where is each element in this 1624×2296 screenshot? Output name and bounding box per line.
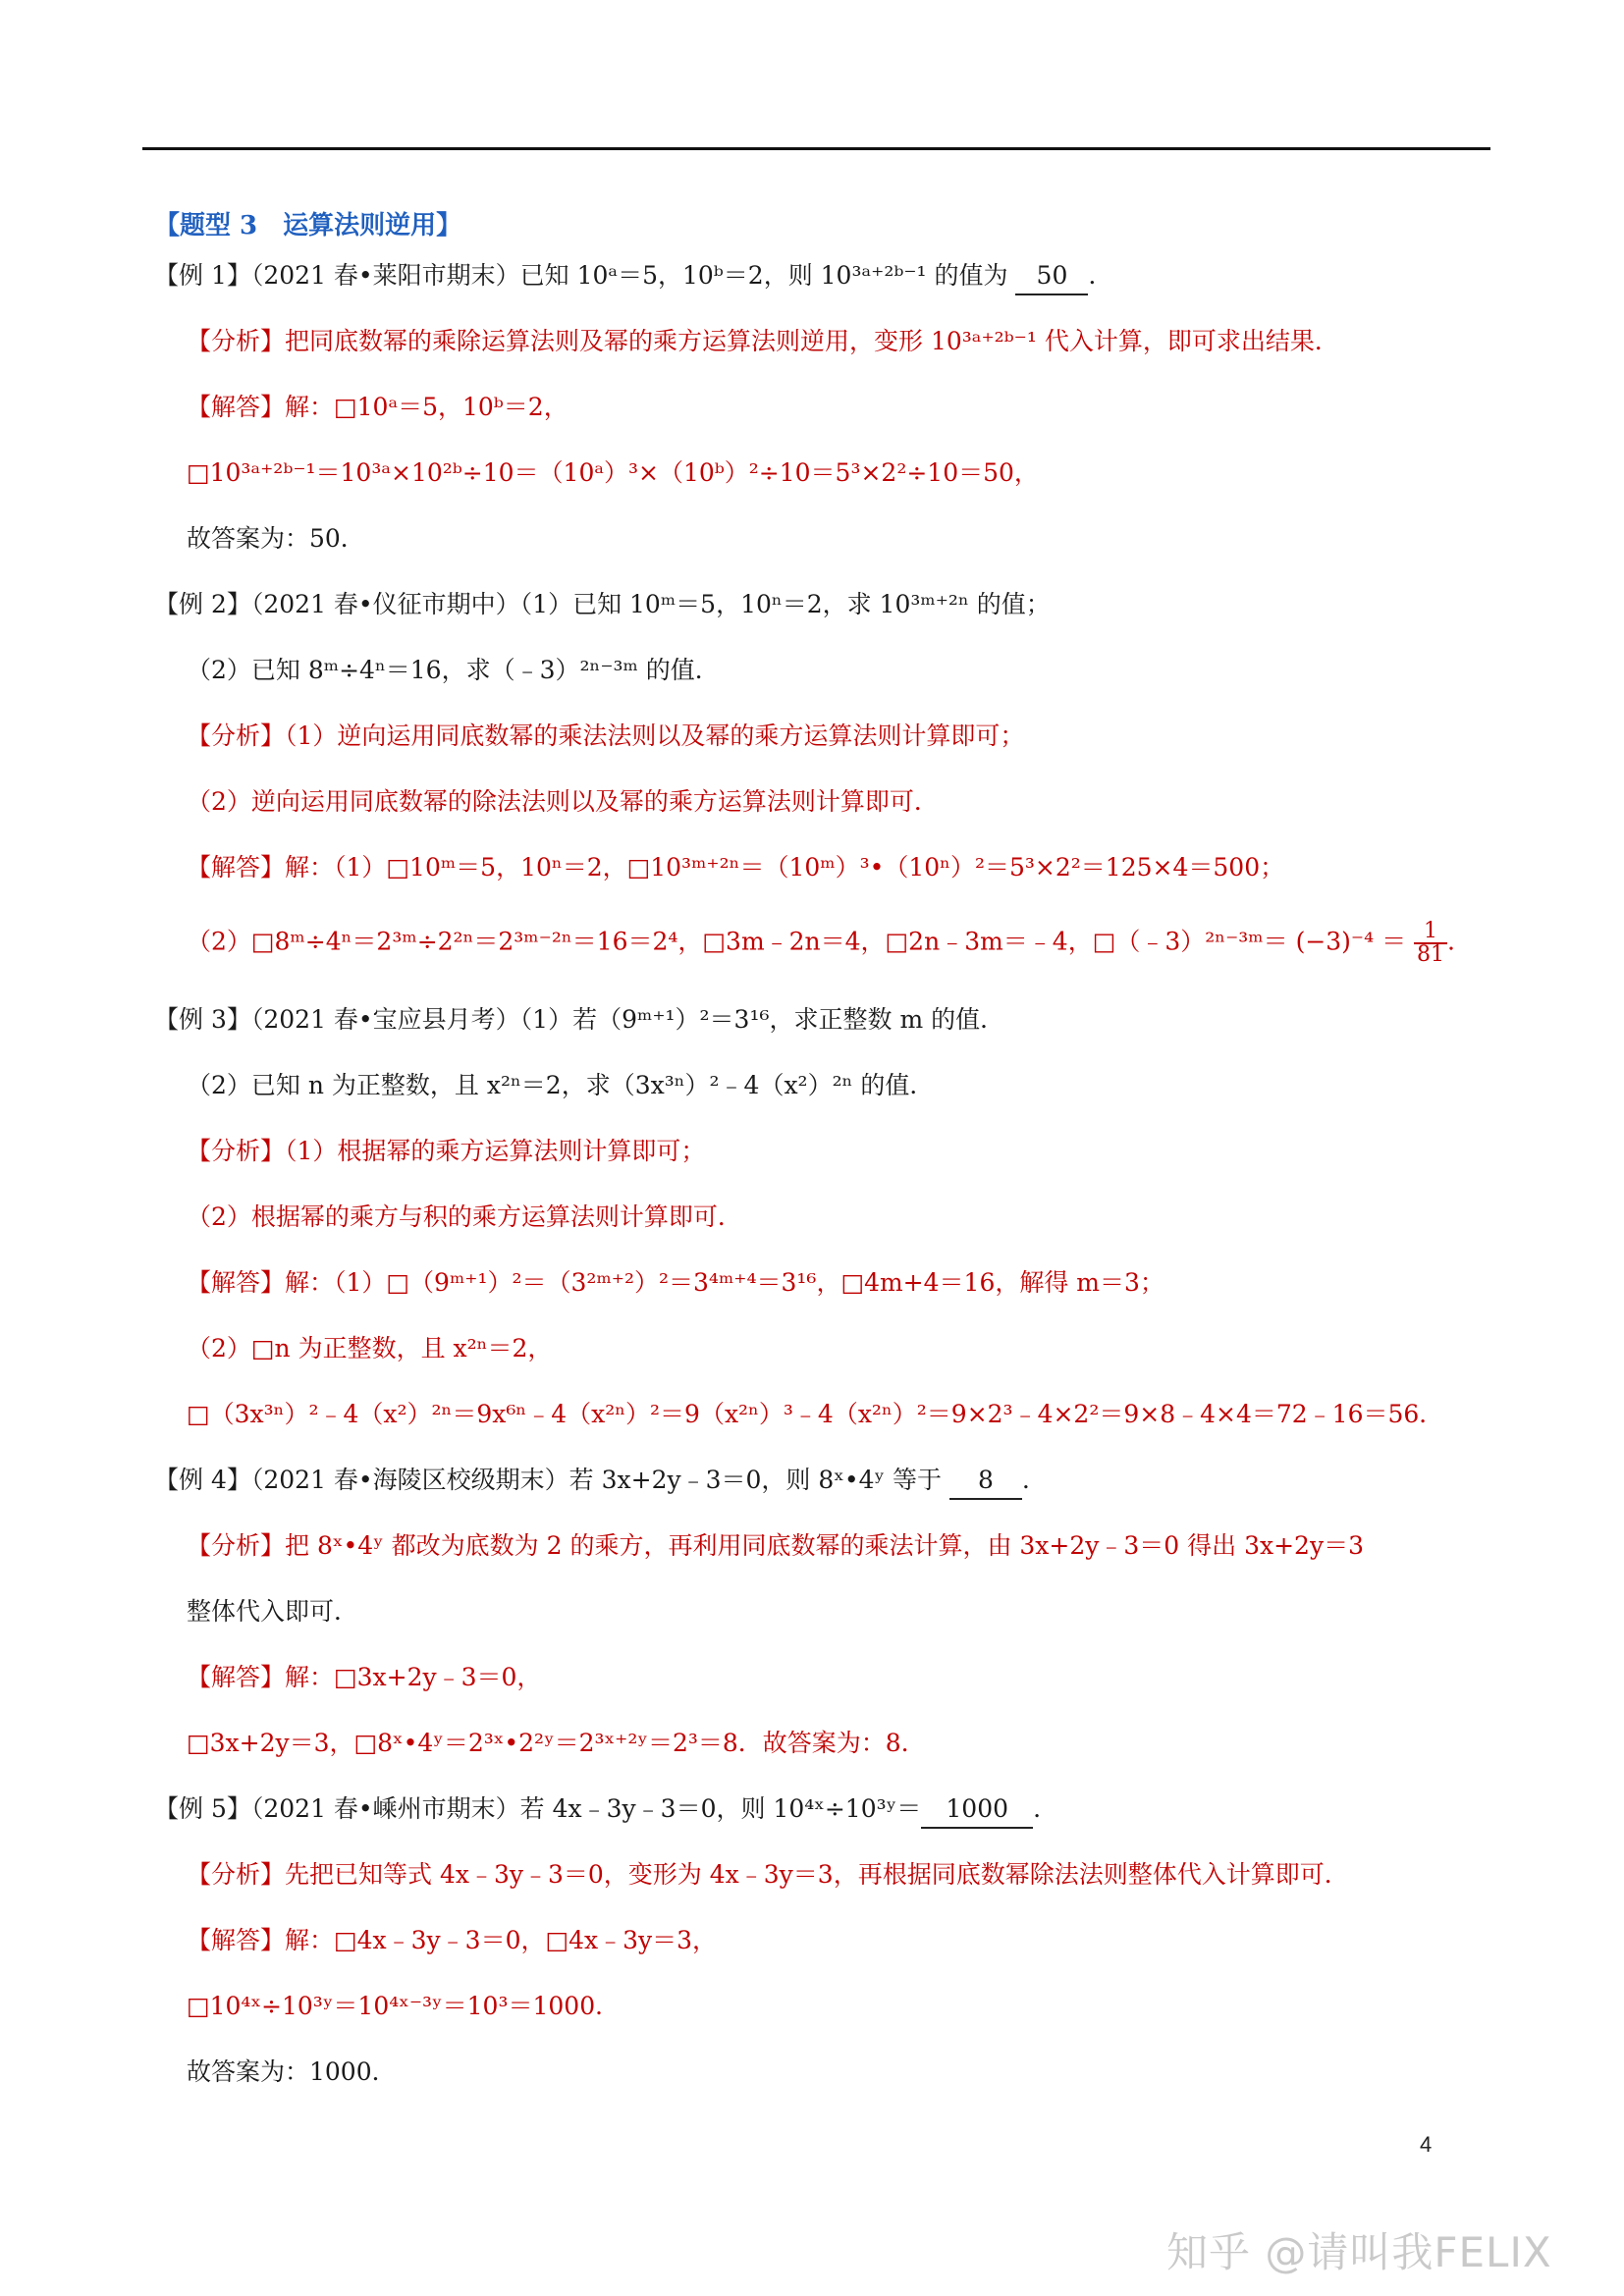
example-5-solution (187, 1923, 717, 1958)
line-text: 解：（1）□10ᵐ＝5，10ⁿ＝2，□10³ᵐ⁺²ⁿ＝（10ᵐ）³•（10ⁿ）²＝5³×2²＝125×4＝500； (285, 853, 1285, 881)
line-tag: 【例 1】 (154, 261, 251, 290)
example-3-question-part-2 (187, 1068, 934, 1103)
example-4-solution-step (187, 1726, 926, 1761)
line-text: （2021 春•宝应县月考）（1）若（9ᵐ⁺¹）²＝3¹⁶，求正整数 m 的值． (250, 1005, 1005, 1034)
line-text: （2）已知 n 为正整数，且 x²ⁿ＝2，求（3x³ⁿ）²﹣4（x²）²ⁿ 的值． (187, 1071, 935, 1099)
line-text: （2021 春•海陵区校级期末）若 3x+2y﹣3＝0，则 8ˣ•4ʸ 等于 (250, 1466, 949, 1494)
line-text: （2）已知 8ᵐ÷4ⁿ＝16，求（﹣3）²ⁿ⁻³ᵐ 的值． (187, 656, 720, 684)
line-text: （1）逆向运用同底数幂的乘法法则以及幂的乘方运算法则计算即可； (285, 721, 1025, 750)
line-text: （2021 春•嵊州市期末）若 4x﹣3y﹣3＝0，则 10⁴ˣ÷10³ʸ＝ (250, 1794, 922, 1823)
example-5-analysis (187, 1857, 1349, 1893)
example-1-solution-step (187, 455, 1039, 491)
line-tag: 【分析】 (187, 1860, 286, 1889)
line-text: （2021 春•仪征市期中）（1）已知 10ᵐ＝5，10ⁿ＝2，求 10³ᵐ⁺²ⁿ 的值； (250, 590, 1051, 618)
line-tag: 【例 3】 (154, 1005, 251, 1034)
example-5-answer (187, 2055, 397, 2090)
example-3-analysis (187, 1134, 705, 1169)
example-4-solution (187, 1660, 541, 1695)
header-rule (142, 147, 1490, 150)
line-text: 先把已知等式 4x﹣3y﹣3＝0，变形为 4x﹣3y＝3，再根据同底数幂除法法则整体代入计算即可． (285, 1860, 1349, 1889)
line-text: （2）□n 为正整数，且 x²ⁿ＝2， (187, 1334, 553, 1362)
line-text: 把同底数幂的乘除运算法则及幂的乘方运算法则逆用，变形 10³ᵃ⁺²ᵇ⁻¹ 代入计算，即可求出结果． (285, 327, 1339, 355)
line-text: 故答案为：50． (187, 524, 365, 553)
line-text: （2）根据幂的乘方与积的乘方运算法则计算即可． (187, 1202, 742, 1231)
example-4-analysis-cont (187, 1594, 358, 1629)
example-3-solution (187, 1265, 1164, 1301)
line-text: □（3x³ⁿ）²﹣4（x²）²ⁿ＝9x⁶ⁿ﹣4（x²ⁿ）²＝9（x²ⁿ）³﹣4（x²ⁿ）²＝9×2³﹣4×2²＝9×8﹣4×4＝72﹣16＝56． (187, 1400, 1444, 1428)
line-text: 解：□10ᵃ＝5，10ᵇ＝2， (285, 393, 568, 421)
line-tag: 【解答】 (187, 1663, 286, 1691)
answer-blank: 1000 (921, 1791, 1033, 1829)
example-5-question: 【例 5】（2021 春•嵊州市期末）若 4x﹣3y﹣3＝0，则 10⁴ˣ÷10³ʸ＝ 1000 ． (154, 1791, 1057, 1829)
line-tag: 【解答】 (187, 1926, 286, 1954)
example-2-solution-part-2: （2）□8ᵐ÷4ⁿ＝2³ᵐ÷2²ⁿ＝2³ᵐ⁻²ⁿ＝16＝2⁴，□3m﹣2n＝4，□2n﹣3m＝﹣4，□（﹣3）²ⁿ⁻³ᵐ＝ (−3)⁻⁴ ＝ $\frac{1}{81}$ . (187, 919, 1455, 967)
line-text: 解：□4x﹣3y﹣3＝0，□4x﹣3y＝3， (285, 1926, 718, 1954)
example-1-question: 【例 1】（2021 春•莱阳市期末）已知 10ᵃ＝5，10ᵇ＝2，则 10³ᵃ⁺²ᵇ⁻¹ 的值为 50 ． (154, 258, 1112, 295)
line-tag: 【例 2】 (154, 590, 251, 618)
line-text: □10³ᵃ⁺²ᵇ⁻¹＝10³ᵃ×10²ᵇ÷10＝（10ᵃ）³×（10ᵇ）²÷10＝5³×2²÷10＝50， (187, 458, 1039, 487)
line-text: （2）□8ᵐ÷4ⁿ＝2³ᵐ÷2²ⁿ＝2³ᵐ⁻²ⁿ＝16＝2⁴，□3m﹣2n＝4，□2n﹣3m＝﹣4，□（﹣3）²ⁿ⁻³ᵐ＝ (−3)⁻⁴ ＝ (187, 927, 1415, 956)
answer-blank: 8 (949, 1463, 1022, 1500)
example-3-solution-part-2 (187, 1331, 552, 1366)
example-4-question: 【例 4】（2021 春•海陵区校级期末）若 3x+2y﹣3＝0，则 8ˣ•4ʸ 等于 8 ． (154, 1463, 1047, 1500)
example-3-question (154, 1002, 1004, 1038)
answer-blank: 50 (1015, 258, 1088, 295)
page-number: 4 (1420, 2132, 1433, 2157)
example-2-analysis-part-2 (187, 784, 939, 820)
example-2-question (154, 587, 1051, 622)
fraction: $\frac{1}{81}$ (1414, 921, 1447, 966)
line-text: 把 8ˣ•4ʸ 都改为底数为 2 的乘方，再利用同底数幂的乘法计算，由 3x+2y﹣3＝0 得出 3x+2y＝3 (285, 1531, 1364, 1560)
example-2-analysis (187, 719, 1024, 754)
line-tag: 【例 5】 (154, 1794, 251, 1823)
line-text: 整体代入即可． (187, 1597, 359, 1626)
watermark: 知乎 @请叫我FELIX (1166, 2228, 1552, 2276)
example-1-answer (187, 521, 365, 557)
line-text: 解：（1）□（9ᵐ⁺¹）²＝（3²ᵐ⁺²）²＝3⁴ᵐ⁺⁴＝3¹⁶，□4m+4＝16，解得 m＝3； (285, 1268, 1164, 1297)
section-title: 【题型 3 运算法则逆用】 (154, 211, 462, 240)
line-text: □3x+2y＝3，□8ˣ•4ʸ＝2³ˣ•2²ʸ＝2³ˣ⁺²ʸ＝2³＝8．故答案为：8． (187, 1729, 926, 1757)
line-tag: 【分析】 (187, 1137, 286, 1165)
example-2-question-part-2 (187, 653, 720, 688)
line-text: （2021 春•莱阳市期末）已知 10ᵃ＝5，10ᵇ＝2，则 10³ᵃ⁺²ᵇ⁻¹ 的值为 (250, 261, 1016, 290)
line-tag: 【分析】 (187, 327, 286, 355)
line-text: （2）逆向运用同底数幂的除法法则以及幂的乘方运算法则计算即可． (187, 787, 939, 816)
line-tag: 【解答】 (187, 393, 286, 421)
line-tag: 【例 4】 (154, 1466, 251, 1494)
line-tag: 【分析】 (187, 721, 286, 750)
line-tag: 【分析】 (187, 1531, 286, 1560)
example-2-solution (187, 850, 1284, 885)
line-tag: 【解答】 (187, 1268, 286, 1297)
line-text: 解：□3x+2y﹣3＝0， (285, 1663, 542, 1691)
example-4-analysis (187, 1528, 1364, 1564)
line-text: □10⁴ˣ÷10³ʸ＝10⁴ˣ⁻³ʸ＝10³＝1000． (187, 1992, 621, 2020)
example-1-solution (187, 390, 568, 425)
example-1-analysis (187, 324, 1339, 359)
line-text: 故答案为：1000． (187, 2057, 397, 2086)
example-3-analysis-part-2 (187, 1200, 742, 1235)
example-5-solution-step (187, 1989, 620, 2024)
line-tag: 【解答】 (187, 853, 286, 881)
line-text: （1）根据幂的乘方运算法则计算即可； (285, 1137, 706, 1165)
example-3-solution-step (187, 1397, 1443, 1432)
